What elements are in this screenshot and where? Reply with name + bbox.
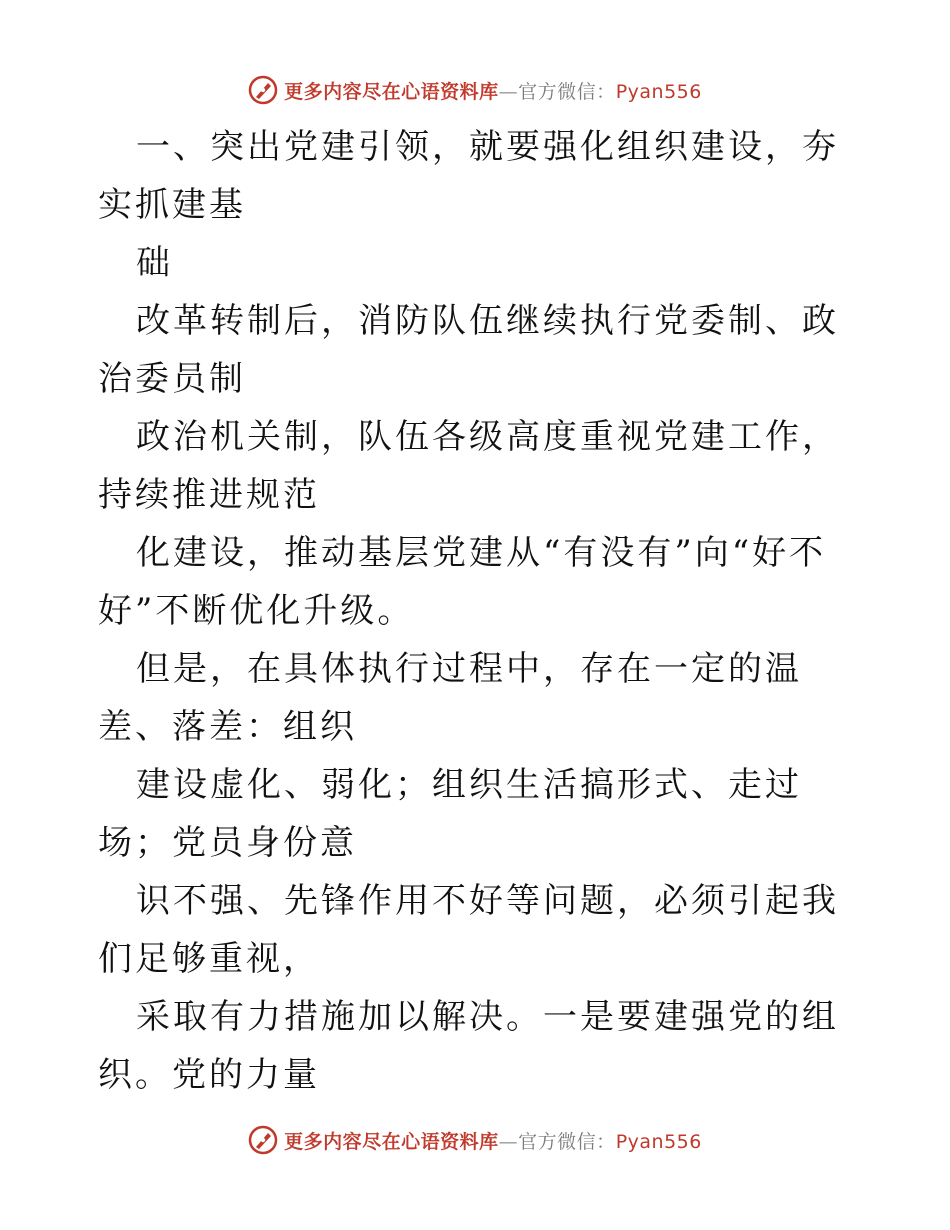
- footer-watermark: [0, 1120, 950, 1160]
- quill-logo-icon: [248, 75, 278, 105]
- paragraph: 改革转制后，消防队伍继续执行党委制、政治委员制: [98, 301, 839, 399]
- watermark-separator: —: [498, 80, 519, 103]
- paragraph: 但是，在具体执行过程中，存在一定的温差、落差：组织: [98, 649, 802, 747]
- paragraph: 础: [136, 243, 173, 283]
- document-body: [98, 118, 858, 1104]
- watermark-id: Pyan556: [615, 80, 702, 103]
- watermark-label: 官方微信：: [518, 80, 616, 103]
- header-watermark: [0, 70, 950, 110]
- paragraph: 化建设，推动基层党建从“有没有”向“好不好”不断优化升级。: [98, 533, 827, 631]
- paragraph: 政治机关制，队伍各级高度重视党建工作，持续推进规范: [98, 417, 839, 515]
- quill-logo-icon: [248, 1125, 278, 1155]
- watermark-brand: 更多内容尽在心语资料库: [284, 80, 499, 103]
- paragraph: 采取有力措施加以解决。一是要建强党的组织。党的力量: [98, 997, 839, 1095]
- paragraph: 识不强、先锋作用不好等问题，必须引起我们足够重视，: [98, 881, 839, 979]
- paragraph: 一、突出党建引领，就要强化组织建设，夯实抓建基: [98, 127, 839, 225]
- watermark-separator: —: [498, 1130, 519, 1153]
- watermark-label: 官方微信：: [518, 1130, 616, 1153]
- paragraph: 建设虚化、弱化；组织生活搞形式、走过场；党员身份意: [98, 765, 802, 863]
- watermark-brand: 更多内容尽在心语资料库: [284, 1130, 499, 1153]
- watermark-id: Pyan556: [615, 1130, 702, 1153]
